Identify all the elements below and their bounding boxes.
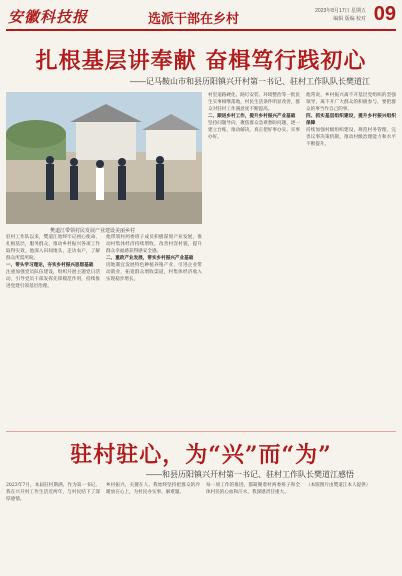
article1-column-3-heading: 二、跟进乡村工作，提升乡村振兴产业基础 xyxy=(208,114,296,119)
masthead-rule xyxy=(6,29,396,31)
article1-column-2-text: 他带领村两委班子成员积极谋划产业发展，推动村集体经济持续增收，改善村容村貌，提升群众幸福感获得感安全感。 xyxy=(106,235,202,254)
page-number: 09 xyxy=(373,3,396,25)
article1-column-4-heading: 四、抓实基层组织建设，提升乡村振兴组织保障 xyxy=(306,114,396,126)
article1-column-3-text: 村里道路硬化、路灯安装、环境整治等一批民生实事相继落地，村民生活条件明显改善，群众对驻村工作满意度不断提高。 xyxy=(208,93,300,112)
date-line: 2023年8月17日 星期五 xyxy=(315,8,366,14)
article2-headline: 驻村驻心，为“兴”而“为” xyxy=(70,442,332,468)
article1-subtitle: ——记马鞍山市和县历阳镇兴开村第一书记、驻村工作队队长樊道江 xyxy=(130,77,370,86)
article2-column-3: 每一项工作的推进，都凝聚着村两委班子和全体村民的心血和汗水，我深感责任重大。 xyxy=(206,483,300,495)
section-title: 选派干部在乡村 xyxy=(148,12,240,27)
newspaper-logo: 安徽科技报 xyxy=(8,8,89,26)
article2-column-2: 乡村振兴，关键在人。我始终坚持把群众的冷暖放在心上，为村民办实事、解难题。 xyxy=(106,483,200,495)
article2-column-1: 2023年7月，本届驻村期满，作为第一书记，我在兴开村工作生活近两年，与村民结下了深厚感情。 xyxy=(6,483,100,502)
masthead-info xyxy=(315,7,366,23)
article1-column-3 xyxy=(208,92,300,428)
article1-column-1-rest: 注重加强党员队伍建设，组织开展主题党日活动，引导党员干部发挥先锋模范作用，持续推进党建引领基层治理。 xyxy=(6,270,100,289)
photo-caption: 樊道江带领村民发展产业建设美丽乡村 xyxy=(50,228,136,234)
article1-headline: 扎根基层讲奉献 奋楫笃行践初心 xyxy=(35,48,367,74)
village-photo xyxy=(6,92,202,224)
article1-column-4-text: 他常说，乡村振兴离不开基层党组织的坚强领导，离不开广大群众的积极参与，要把群众的事当作自己的事。 xyxy=(306,93,396,112)
article1-column-2-rest: 因地制宜发展特色种植养殖产业，引进企业带动就业，拓宽群众增收渠道，村集体经济收入实现稳步增长。 xyxy=(106,263,202,282)
article-divider xyxy=(6,431,396,432)
article2-column-4: （本版图片由樊道江本人提供） xyxy=(306,483,371,488)
article1-column-2-heading: 二、重政产业发展，带实乡村振兴产业基础 xyxy=(106,256,194,261)
article1-column-4-rest: 持续加强村级组织建设，规范村务管理，完善议事决策机制，推动村级治理能力和水平不断提升。 xyxy=(306,128,396,147)
article2-subtitle: ——和县历阳镇兴开村第一书记、驻村工作队长樊道江感悟 xyxy=(146,470,354,479)
article1-column-2 xyxy=(106,234,202,428)
article1-column-4 xyxy=(306,92,396,428)
article1-column-1 xyxy=(6,234,100,428)
article1-column-1-text: 驻村工作队以来，樊道江始终牢记初心使命，扎根基层，服务群众，推动乡村振兴各项工作取得实效。他深入田间地头，走访农户，了解群众所需所盼。 xyxy=(6,235,100,261)
article1-column-3-rest: 坚持问题导向，聚焦群众急难愁盼问题，逐一建立台账，推动解决，真正把好事办实、实事办好。 xyxy=(208,121,300,140)
article1-column-1-heading: 一、带头学习理论，夯实乡村振兴思想基础 xyxy=(6,263,94,268)
editor-line: 编辑 版编 校对 xyxy=(333,16,366,22)
masthead xyxy=(0,0,402,30)
